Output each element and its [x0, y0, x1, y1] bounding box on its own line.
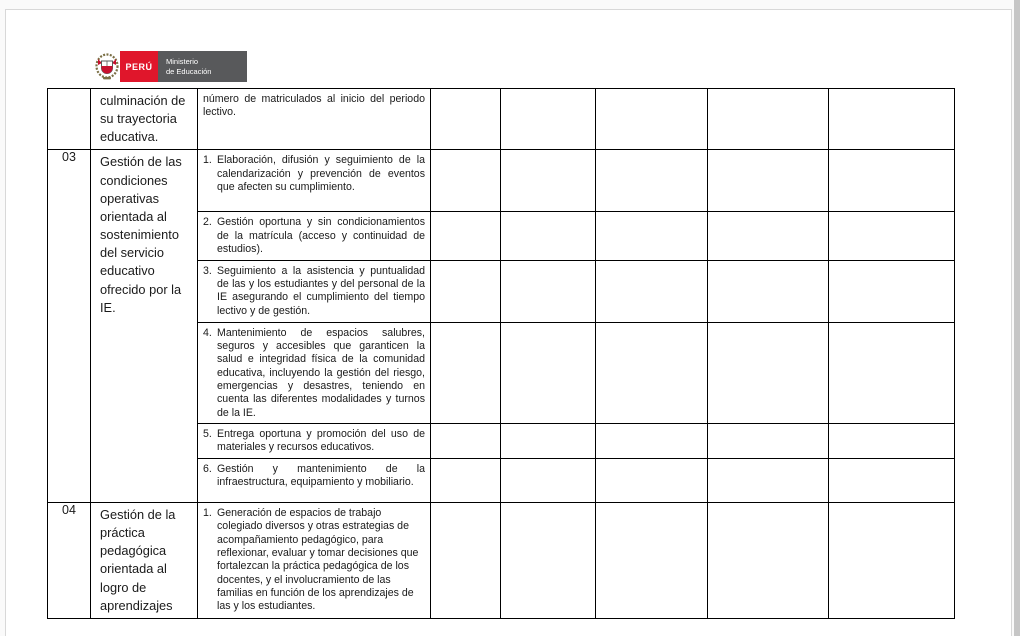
empty-score-cell — [596, 458, 708, 502]
empty-score-cell — [501, 502, 596, 618]
item-text: Seguimiento a la asistencia y puntualidad de las y los estudiantes y del personal de la IE asegurando el cumplimiento del tiempo lectivo y de gestión. — [217, 264, 425, 317]
empty-score-cell — [708, 502, 829, 618]
empty-score-cell — [596, 89, 708, 150]
compromiso-label-cell: Gestión de la práctica pedagógica orientada al logro de aprendizajes — [91, 502, 198, 618]
empty-score-cell — [829, 89, 955, 150]
empty-score-cell — [596, 212, 708, 260]
empty-score-cell — [708, 260, 829, 322]
empty-score-cell — [829, 150, 955, 212]
empty-score-cell — [596, 322, 708, 423]
empty-score-cell — [829, 260, 955, 322]
table-row-03-item-1 — [48, 150, 955, 212]
empty-score-cell — [431, 322, 501, 423]
item-text: Gestión y mantenimiento de la infraestructura, equipamiento y mobiliario. — [217, 462, 425, 489]
practice-item-cell — [198, 150, 431, 212]
item-text: Mantenimiento de espacios salubres, seguros y accesibles que garanticen la salud e integridad física de la comunidad educativa, incluyendo la gestión del riesgo, emergencias y desastres, teniendo en cuenta las diferentes modalidades y turnos de la IE. — [217, 326, 425, 419]
compromisos-gestion-table — [47, 88, 955, 619]
minedu-logo — [93, 51, 247, 82]
empty-score-cell — [431, 502, 501, 618]
empty-score-cell — [829, 423, 955, 458]
empty-score-cell — [708, 322, 829, 423]
compromiso-label-cell: Gestión de las condiciones operativas orientada al sostenimiento del servicio educativo ofrecido por la IE. — [91, 150, 198, 502]
row-number-cell: 04 — [48, 502, 91, 618]
empty-score-cell — [501, 458, 596, 502]
item-text: Generación de espacios de trabajo colegiado diversos y otras estrategias de acompañamiento pedagógico, para reflexionar, evaluar y tomar decisiones que fortalezcan la práctica pedagógica de los docentes, y el involucramiento de las familias en función de los aprendizajes de las y los estudiantes. — [217, 506, 419, 613]
empty-score-cell — [708, 458, 829, 502]
item-number: 6. — [203, 462, 212, 475]
window-right-edge — [1014, 0, 1020, 636]
empty-score-cell — [829, 502, 955, 618]
empty-score-cell — [501, 150, 596, 212]
empty-score-cell — [501, 89, 596, 150]
item-number: 3. — [203, 264, 212, 277]
empty-score-cell — [596, 423, 708, 458]
empty-score-cell — [431, 423, 501, 458]
item-text: Gestión oportuna y sin condicionamientos de la matrícula (acceso y continuidad de estudios). — [217, 216, 425, 256]
empty-score-cell — [501, 423, 596, 458]
empty-score-cell — [431, 150, 501, 212]
empty-score-cell — [431, 212, 501, 260]
empty-score-cell — [708, 150, 829, 212]
row-number-cell: 03 — [48, 150, 91, 502]
item-number: 1. — [203, 506, 212, 519]
empty-score-cell — [431, 89, 501, 150]
peru-coat-of-arms-icon — [93, 51, 120, 82]
empty-score-cell — [829, 212, 955, 260]
item-number: 2. — [203, 216, 212, 229]
empty-score-cell — [596, 150, 708, 212]
empty-score-cell — [501, 260, 596, 322]
logo-ministry-label: Ministerio de Educación — [158, 51, 247, 82]
empty-score-cell — [829, 322, 955, 423]
item-number: 5. — [203, 427, 212, 440]
item-number: 1. — [203, 154, 212, 167]
practice-item-cell: número de matriculados al inicio del periodo lectivo. — [198, 89, 431, 150]
empty-score-cell — [431, 458, 501, 502]
empty-score-cell — [596, 502, 708, 618]
empty-score-cell — [708, 212, 829, 260]
empty-score-cell — [501, 212, 596, 260]
practice-item-cell — [198, 212, 431, 260]
empty-score-cell — [829, 458, 955, 502]
logo-peru-label: PERÚ — [120, 51, 158, 82]
practice-item-cell — [198, 502, 431, 618]
table-row-continuation — [48, 89, 955, 150]
item-text: Entrega oportuna y promoción del uso de materiales y recursos educativos. — [217, 427, 425, 454]
table-row-04 — [48, 502, 955, 618]
empty-score-cell — [708, 89, 829, 150]
practice-item-cell — [198, 423, 431, 458]
empty-score-cell — [708, 423, 829, 458]
item-text: Elaboración, difusión y seguimiento de la calendarización y prevención de eventos que afecten su cumplimiento. — [217, 154, 425, 194]
practice-item-cell — [198, 260, 431, 322]
compromiso-label-cell: culminación de su trayectoria educativa. — [91, 89, 198, 150]
empty-score-cell — [501, 322, 596, 423]
row-number-cell — [48, 89, 91, 150]
item-number: 4. — [203, 326, 212, 339]
practice-item-cell — [198, 322, 431, 423]
empty-score-cell — [431, 260, 501, 322]
empty-score-cell — [596, 260, 708, 322]
practice-item-cell — [198, 458, 431, 502]
